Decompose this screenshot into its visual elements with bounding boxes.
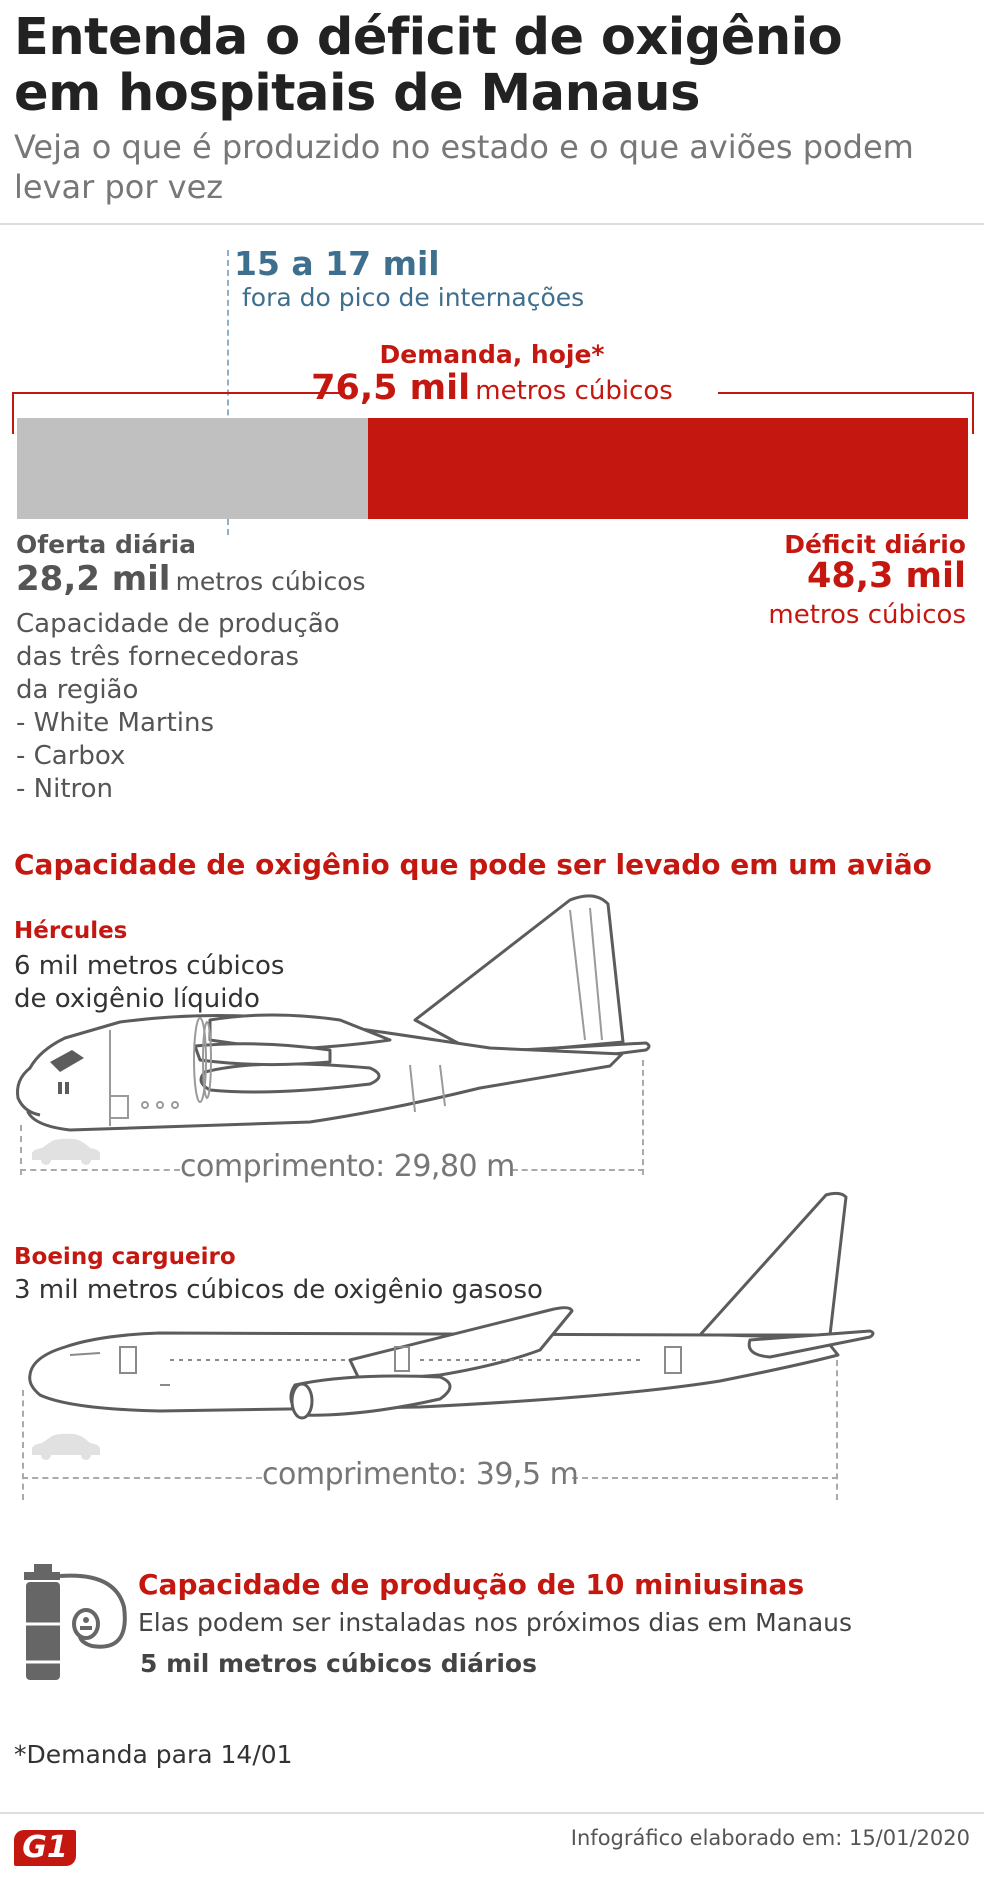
planes-section-title: Capacidade de oxigênio que pode ser levado em um avião — [14, 848, 932, 881]
title-line-1: Entenda o déficit de oxigênio — [14, 8, 843, 67]
deficit-bar-segment — [368, 418, 968, 519]
boeing-length-line-left — [22, 1477, 262, 1479]
deficit-unit: metros cúbicos — [768, 600, 966, 630]
supplier-item: - Nitron — [16, 774, 114, 804]
supply-label: Oferta diária — [16, 530, 197, 559]
deficit-value: 48,3 mil — [806, 556, 966, 596]
miniplants-description: Elas podem ser instaladas nos próximos dias em Manaus — [138, 1608, 853, 1637]
boeing-length-line-right — [572, 1477, 838, 1479]
supply-desc-line: da região — [16, 675, 139, 705]
hercules-cap-line: de oxigênio líquido — [14, 984, 260, 1014]
hercules-cap-line: 6 mil metros cúbicos — [14, 951, 285, 981]
subtitle-line-2: levar por vez — [14, 168, 224, 206]
demand-label: Demanda, hoje* — [379, 340, 605, 369]
supply-unit: metros cúbicos — [175, 567, 366, 596]
supply-desc-line: das três fornecedoras — [16, 642, 300, 672]
offpeak-label: fora do pico de internações — [242, 283, 585, 312]
car-icon — [30, 1138, 102, 1166]
boeing-length-tick-right — [836, 1360, 838, 1500]
boeing-length: comprimento: 39,5 m — [262, 1457, 579, 1492]
deficit-label: Déficit diário — [784, 530, 966, 559]
supplier-item: - White Martins — [16, 708, 215, 738]
page-subtitle — [14, 127, 914, 207]
footer-divider — [0, 1812, 984, 1814]
title-line-2: em hospitais de Manaus — [14, 64, 700, 123]
hercules-length-tick-left — [20, 1125, 22, 1175]
hercules-length-tick-right — [642, 1060, 644, 1175]
supply-value-row — [16, 559, 366, 599]
miniplants-value: 5 mil metros cúbicos diários — [140, 1649, 537, 1678]
oxygen-cylinder-icon — [20, 1562, 130, 1682]
boeing-plane-icon — [20, 1185, 880, 1445]
header-divider — [0, 223, 984, 225]
boeing-length-tick-left — [22, 1390, 24, 1500]
hercules-length: comprimento: 29,80 m — [180, 1149, 515, 1184]
supply-value: 28,2 mil — [16, 559, 171, 599]
supply-bar-segment — [17, 418, 368, 519]
car-icon — [30, 1433, 102, 1461]
demand-value: 76,5 mil — [311, 368, 471, 408]
hercules-name: Hércules — [14, 918, 128, 944]
demand-unit: metros cúbicos — [475, 376, 673, 406]
hercules-plane-icon — [10, 890, 660, 1140]
page-title — [14, 10, 842, 122]
footer-credit: Infográfico elaborado em: 15/01/2020 — [570, 1826, 970, 1850]
supplier-item: - Carbox — [16, 741, 126, 771]
hercules-length-line-left — [20, 1169, 180, 1171]
g1-logo-icon: G1 — [14, 1830, 76, 1866]
footnote: *Demanda para 14/01 — [14, 1740, 293, 1769]
hercules-length-line-right — [512, 1169, 644, 1171]
boeing-name: Boeing cargueiro — [14, 1244, 236, 1270]
demand-value-row — [0, 368, 984, 408]
supply-description — [16, 608, 340, 806]
offpeak-value: 15 a 17 mil — [234, 244, 440, 283]
miniplants-title: Capacidade de produção de 10 miniusinas — [138, 1568, 805, 1601]
supply-desc-line: Capacidade de produção — [16, 609, 340, 639]
boeing-capacity: 3 mil metros cúbicos de oxigênio gasoso — [14, 1275, 543, 1305]
subtitle-line-1: Veja o que é produzido no estado e o que aviões podem — [14, 128, 914, 166]
oxygen-bar — [17, 418, 968, 519]
